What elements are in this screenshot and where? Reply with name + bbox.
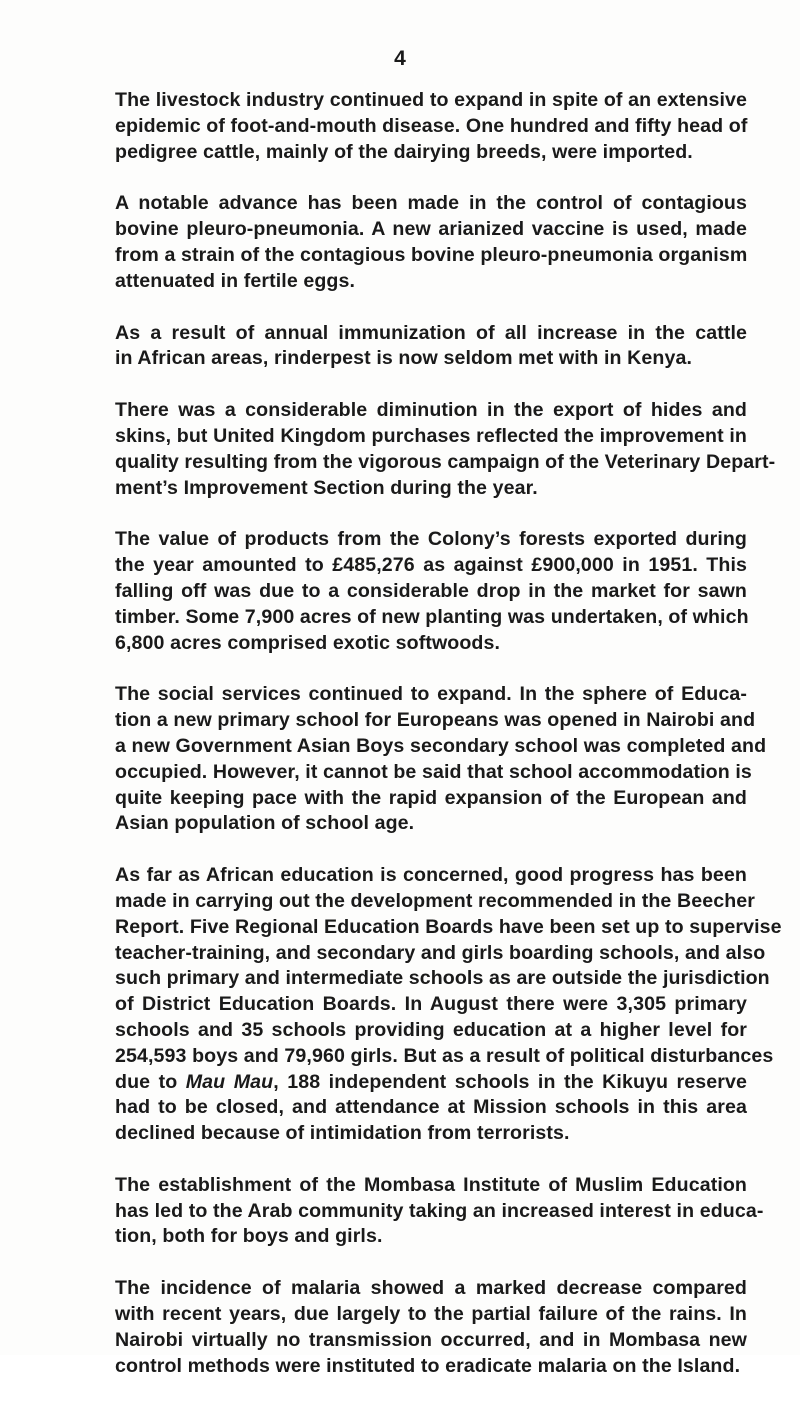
paragraph-line: The social services continued to expand. In the sphere of Educa- (115, 683, 747, 706)
paragraph-livestock (115, 88, 747, 165)
paragraph-line: epidemic of foot-and-mouth disease. One hundred and fifty head of (115, 114, 748, 137)
paragraph-line: The value of products from the Colony’s forests exported during (115, 528, 747, 551)
paragraph-line: 254,593 boys and 79,960 girls. But as a result of political disturbances (115, 1044, 774, 1067)
paragraph-line: As a result of annual immunization of all increase in the cattle (115, 321, 747, 344)
paragraph-line: quality resulting from the vigorous campaign of the Veterinary Depart- (115, 450, 776, 473)
paragraph-forests (115, 527, 747, 656)
paragraph-line: falling off was due to a considerable drop in the market for sawn (115, 579, 747, 602)
paragraph-line-mau-mau: due to Mau Mau, 188 independent schools in the Kikuyu reserve (115, 1070, 747, 1093)
paragraph-malaria (115, 1276, 747, 1379)
paragraph-african-education (115, 863, 782, 1147)
paragraph-line: bovine pleuro-pneumonia. A new arianized vaccine is used, made (115, 218, 747, 241)
paragraph-pleuro-pneumonia (115, 191, 747, 294)
paragraph-line: occupied. However, it cannot be said that school accommodation is (115, 760, 752, 783)
paragraph-line: The livestock industry continued to expand in spite of an extensive (115, 89, 747, 111)
paragraph-line: 6,800 acres comprised exotic softwoods. (115, 631, 501, 654)
body-text (115, 88, 782, 1405)
paragraph-line: There was a considerable diminution in the export of hides and (115, 399, 747, 422)
paragraph-line: teacher-training, and secondary and girls boarding schools, and also (115, 941, 766, 964)
page-number: 4 (394, 47, 406, 70)
paragraph-line: Report. Five Regional Education Boards have been set up to supervise (115, 915, 782, 938)
paragraph-mombasa-institute (115, 1173, 764, 1250)
paragraph-line: Nairobi virtually no transmission occurred, and in Mombasa new (115, 1328, 747, 1351)
paragraph-line: skins, but United Kingdom purchases reflected the improvement in (115, 424, 747, 447)
paragraph-line: quite keeping pace with the rapid expansion of the European and (115, 786, 747, 809)
italic-phrase: Mau Mau (185, 1070, 274, 1093)
paragraph-line: the year amounted to £485,276 as against £900,000 in 1951. This (115, 554, 747, 577)
paragraph-line: As far as African education is concerned, good progress has been (115, 864, 747, 887)
paragraph-line: with recent years, due largely to the partial failure of the rains. In (115, 1303, 747, 1326)
paragraph-line: Asian population of school age. (115, 812, 415, 835)
paragraph-line: in African areas, rinderpest is now seldom met with in Kenya. (115, 347, 693, 370)
paragraph-line: ment’s Improvement Section during the year. (115, 476, 538, 499)
paragraph-line: tion, both for boys and girls. (115, 1225, 383, 1248)
paragraph-line: attenuated in fertile eggs. (115, 269, 356, 292)
paragraph-line: a new Government Asian Boys secondary school was completed and (115, 734, 767, 757)
paragraph-line: pedigree cattle, mainly of the dairying breeds, were imported. (115, 140, 693, 163)
paragraph-social-services (115, 682, 767, 837)
paragraph-line: schools and 35 schools providing education at a higher level for (115, 1018, 747, 1041)
paragraph-line: control methods were instituted to eradicate malaria on the Island. (115, 1354, 741, 1377)
paragraph-line: timber. Some 7,900 acres of new planting was undertaken, of which (115, 605, 749, 628)
paragraph-line: from a strain of the contagious bovine pleuro-pneumonia organism (115, 243, 748, 266)
paragraph-hides-skins (115, 398, 776, 501)
paragraph-line: has led to the Arab community taking an increased interest in educa- (115, 1199, 764, 1222)
paragraph-line: such primary and intermediate schools as are outside the jurisdiction (115, 967, 770, 990)
paragraph-line: The incidence of malaria showed a marked decrease compared (115, 1277, 747, 1300)
paragraph-line: made in carrying out the development recommended in the Beecher (115, 889, 755, 912)
paragraph-line: declined because of intimidation from terrorists. (115, 1122, 570, 1145)
paragraph-line: of District Education Boards. In August there were 3,305 primary (115, 993, 747, 1016)
paragraph-line: The establishment of the Mombasa Institute of Muslim Education (115, 1173, 747, 1196)
paragraph-line: tion a new primary school for Europeans was opened in Nairobi and (115, 709, 756, 732)
paragraph-line: A notable advance has been made in the control of contagious (115, 192, 747, 215)
paragraph-line: had to be closed, and attendance at Mission schools in this area (115, 1096, 747, 1119)
paragraph-rinderpest (115, 321, 747, 373)
